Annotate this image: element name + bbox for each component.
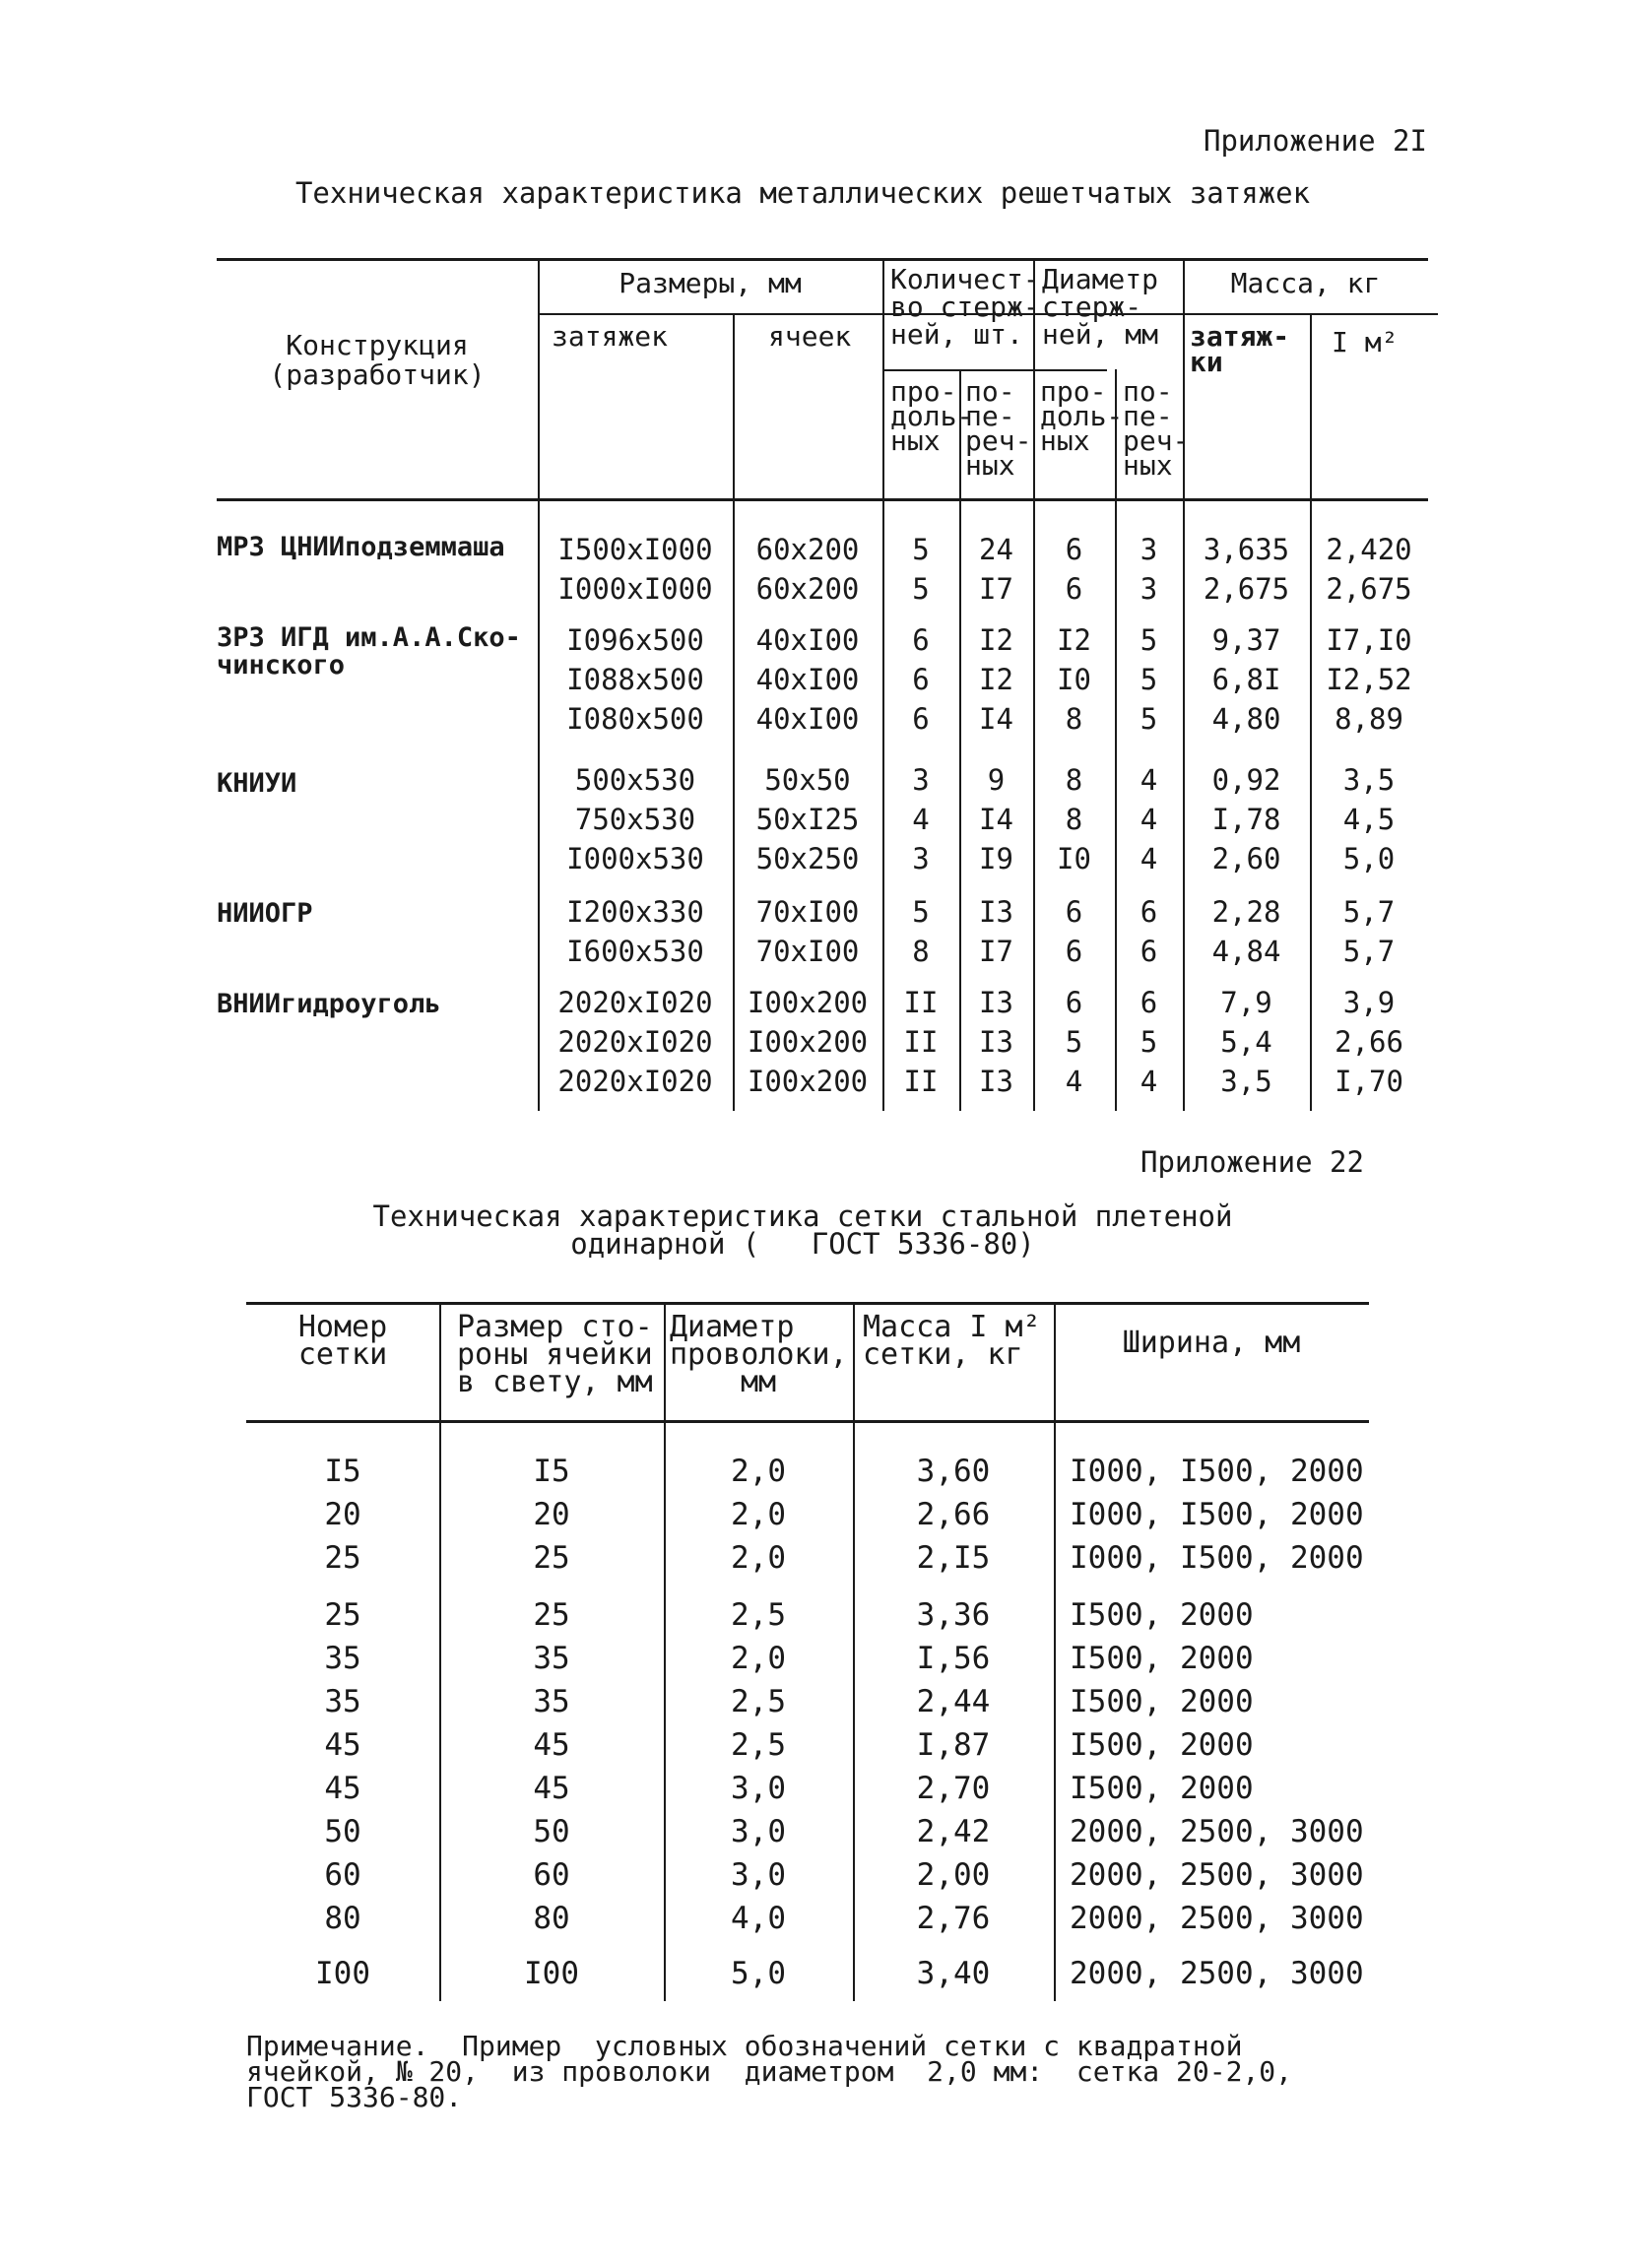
- cell-mass-tie: 7,9: [1220, 986, 1272, 1019]
- cell-wire-diam: 3,0: [731, 1814, 786, 1849]
- appendix-22-title-line-2: одинарной ( ГОСТ 5336-80): [570, 1227, 1035, 1261]
- cell-mass-m2: I7,I0: [1326, 623, 1412, 657]
- cell-mesh-number: 45: [324, 1727, 361, 1763]
- cell-count-long: II: [903, 986, 939, 1019]
- cell-width: I000, I500, 2000: [1070, 1540, 1364, 1576]
- cell-diam-long: 6: [1065, 572, 1083, 606]
- cell-mesh-number: 80: [324, 1901, 361, 1936]
- cell-diam-trans: 3: [1140, 533, 1158, 566]
- cell-count-trans: I3: [979, 986, 1013, 1019]
- header-mass-m2: I м²: [1332, 326, 1399, 358]
- cell-width: I500, 2000: [1070, 1727, 1254, 1763]
- cell-mesh-mass: 3,40: [916, 1956, 991, 1991]
- table-top-rule: [246, 1302, 1369, 1305]
- cell-side-size: 25: [533, 1597, 570, 1633]
- cell-tie-size: I000xI000: [557, 572, 713, 606]
- cell-side-size: I00: [524, 1956, 579, 1991]
- cell-wire-diam: 2,5: [731, 1727, 786, 1763]
- cell-width: I500, 2000: [1070, 1641, 1254, 1676]
- cell-diam-trans: 4: [1140, 763, 1158, 797]
- cell-diam-trans: 5: [1140, 623, 1158, 657]
- cell-side-size: 45: [533, 1771, 570, 1806]
- group-label: МРЗ ЦНИИподземмаша: [217, 532, 505, 562]
- cell-mesh-number: 35: [324, 1684, 361, 1719]
- cell-mesh-number: 50: [324, 1814, 361, 1849]
- header-sizes: Размеры, мм: [619, 267, 802, 299]
- cell-mesh-number: 35: [324, 1641, 361, 1676]
- cell-diam-long: 5: [1065, 1025, 1083, 1059]
- cell-wire-diam: 3,0: [731, 1857, 786, 1893]
- header-diam-transverse-1: по-: [1123, 375, 1173, 408]
- cell-side-size: 35: [533, 1684, 570, 1719]
- cell-count-trans: I7: [979, 935, 1013, 968]
- cell-mesh-mass: I,87: [916, 1727, 991, 1763]
- cell-mass-m2: 4,5: [1342, 803, 1396, 836]
- cell-mass-tie: 4,80: [1211, 702, 1281, 736]
- cell-mesh-mass: 2,76: [916, 1901, 991, 1936]
- header-count-transverse-3: реч-: [965, 424, 1032, 457]
- header-count-transverse-2: пе-: [965, 400, 1015, 432]
- header-mesh-mass-1: Масса I м²: [863, 1310, 1041, 1344]
- group-label: чинского: [217, 650, 346, 680]
- cell-side-size: 60: [533, 1857, 570, 1893]
- cell-count-trans: I3: [979, 1025, 1013, 1059]
- cell-diam-long: I0: [1057, 663, 1091, 696]
- cell-cell-size: 40xI00: [755, 623, 860, 657]
- cell-side-size: 80: [533, 1901, 570, 1936]
- cell-wire-diam: 2,5: [731, 1597, 786, 1633]
- cell-mass-m2: 2,66: [1335, 1025, 1403, 1059]
- cell-diam-long: I2: [1057, 623, 1091, 657]
- table-header-bottom-rule: [217, 498, 1428, 501]
- cell-count-trans: I4: [979, 702, 1013, 736]
- header-count-transverse-1: по-: [965, 375, 1015, 408]
- cell-count-long: 6: [912, 623, 930, 657]
- cell-tie-size: I080x500: [566, 702, 704, 736]
- cell-diam-trans: 5: [1140, 663, 1158, 696]
- cell-count-long: 8: [912, 935, 930, 968]
- cell-mesh-number: 60: [324, 1857, 361, 1893]
- header-side-1: Размер сто-: [457, 1310, 653, 1344]
- cell-cell-size: 40xI00: [755, 663, 860, 696]
- cell-tie-size: I000x530: [566, 842, 704, 875]
- cell-mesh-mass: 2,44: [916, 1684, 991, 1719]
- header-count-longitudinal-2: доль-: [890, 400, 974, 432]
- cell-diam-long: 8: [1065, 763, 1083, 797]
- group-label: НИИОГР: [217, 898, 313, 929]
- cell-mass-m2: 2,420: [1326, 533, 1412, 566]
- cell-width: 2000, 2500, 3000: [1070, 1956, 1364, 1991]
- cell-count-trans: 9: [987, 763, 1006, 797]
- cell-tie-size: 2020xI020: [557, 1025, 713, 1059]
- cell-count-long: II: [903, 1025, 939, 1059]
- cell-mass-m2: 8,89: [1335, 702, 1403, 736]
- cell-side-size: 50: [533, 1814, 570, 1849]
- cell-mesh-number: 25: [324, 1540, 361, 1576]
- cell-diam-trans: 4: [1140, 842, 1158, 875]
- cell-diam-long: 6: [1065, 986, 1083, 1019]
- cell-diam-trans: 4: [1140, 803, 1158, 836]
- header-mass: Масса, кг: [1230, 267, 1381, 299]
- header-diam-longitudinal-1: про-: [1040, 375, 1107, 408]
- cell-tie-size: I500xI000: [557, 533, 713, 566]
- header-rule-rods: [882, 369, 1107, 371]
- cell-count-long: 5: [912, 533, 930, 566]
- cell-tie-size: 2020xI020: [557, 1065, 713, 1098]
- header-rod-diam-3: ней, мм: [1042, 318, 1159, 351]
- cell-diam-trans: 5: [1140, 702, 1158, 736]
- header-construction: Конструкция: [286, 329, 469, 361]
- cell-count-long: 6: [912, 702, 930, 736]
- cell-side-size: 35: [533, 1641, 570, 1676]
- cell-mesh-mass: 2,I5: [916, 1540, 991, 1576]
- cell-diam-long: I0: [1057, 842, 1091, 875]
- cell-mass-tie: 2,28: [1211, 895, 1281, 929]
- cell-mass-m2: 5,0: [1342, 842, 1396, 875]
- cell-count-trans: I2: [979, 663, 1013, 696]
- cell-count-long: 5: [912, 895, 930, 929]
- header-diam-longitudinal-3: ных: [1040, 424, 1090, 457]
- cell-tie-size: I096x500: [566, 623, 704, 657]
- note-line: ячейкой, № 20, из проволоки диаметром 2,0 мм: сетка 20-2,0,: [246, 2055, 1293, 2088]
- cell-cell-size: I00x200: [747, 1065, 869, 1098]
- cell-side-size: 25: [533, 1540, 570, 1576]
- cell-diam-trans: 3: [1140, 572, 1158, 606]
- cell-side-size: 45: [533, 1727, 570, 1763]
- cell-mass-tie: 4,84: [1211, 935, 1281, 968]
- header-rod-count-1: Количест-: [890, 263, 1040, 295]
- header-wire-2: проволоки,: [670, 1337, 848, 1372]
- header-rod-count-3: ней, шт.: [890, 318, 1023, 351]
- cell-wire-diam: 3,0: [731, 1771, 786, 1806]
- cell-count-trans: I3: [979, 895, 1013, 929]
- header-developer: (разработчик): [269, 358, 486, 391]
- tie-characteristics-table: [217, 258, 1428, 1111]
- cell-mesh-mass: 2,42: [916, 1814, 991, 1849]
- cell-diam-long: 4: [1065, 1065, 1083, 1098]
- header-width: Ширина, мм: [1122, 1326, 1301, 1360]
- cell-mass-m2: I,70: [1335, 1065, 1403, 1098]
- cell-tie-size: I200x330: [566, 895, 704, 929]
- cell-count-trans: I2: [979, 623, 1013, 657]
- cell-mass-m2: 5,7: [1342, 895, 1396, 929]
- cell-count-long: 5: [912, 572, 930, 606]
- header-side-2: роны ячейки: [457, 1337, 653, 1372]
- cell-mass-tie: I,78: [1211, 803, 1281, 836]
- cell-mesh-mass: 3,36: [916, 1597, 991, 1633]
- header-diam-transverse-4: ных: [1123, 449, 1173, 482]
- cell-cell-size: 60x200: [755, 533, 860, 566]
- cell-mass-tie: 2,675: [1203, 572, 1290, 606]
- cell-diam-long: 6: [1065, 895, 1083, 929]
- cell-cell-size: I00x200: [747, 986, 869, 1019]
- group-label: ЗРЗ ИГД им.А.А.Ско-: [217, 622, 521, 653]
- cell-count-long: 6: [912, 663, 930, 696]
- cell-tie-size: 500x530: [574, 763, 696, 797]
- cell-count-trans: 24: [979, 533, 1013, 566]
- cell-wire-diam: 2,0: [731, 1497, 786, 1532]
- cell-mass-m2: 5,7: [1342, 935, 1396, 968]
- cell-diam-long: 6: [1065, 935, 1083, 968]
- cell-cell-size: I00x200: [747, 1025, 869, 1059]
- header-diam-transverse-2: пе-: [1123, 400, 1173, 432]
- header-rod-diam-1: Диаметр: [1042, 263, 1159, 295]
- cell-count-trans: I4: [979, 803, 1013, 836]
- cell-diam-trans: 6: [1140, 986, 1158, 1019]
- cell-mass-tie: 5,4: [1220, 1025, 1272, 1059]
- cell-diam-trans: 5: [1140, 1025, 1158, 1059]
- cell-mesh-number: 45: [324, 1771, 361, 1806]
- header-wire-3: мм: [740, 1365, 777, 1399]
- cell-mass-m2: I2,52: [1326, 663, 1412, 696]
- cell-cell-size: 70xI00: [755, 935, 860, 968]
- cell-count-trans: I9: [979, 842, 1013, 875]
- mesh-characteristics-table: [246, 1302, 1369, 2001]
- table-top-rule: [217, 258, 1428, 261]
- cell-cell-size: 70xI00: [755, 895, 860, 929]
- cell-diam-long: 8: [1065, 803, 1083, 836]
- cell-mesh-number: 25: [324, 1597, 361, 1633]
- cell-mesh-mass: 3,60: [916, 1454, 991, 1489]
- cell-wire-diam: 4,0: [731, 1901, 786, 1936]
- cell-width: I000, I500, 2000: [1070, 1454, 1364, 1489]
- header-side-3: в свету, мм: [457, 1365, 653, 1399]
- cell-mesh-number: I5: [324, 1454, 361, 1489]
- header-mass-tie-1: затяж-: [1190, 320, 1290, 353]
- cell-wire-diam: 5,0: [731, 1956, 786, 1991]
- cell-mass-tie: 2,60: [1211, 842, 1281, 875]
- cell-mesh-mass: I,56: [916, 1641, 991, 1676]
- cell-diam-long: 8: [1065, 702, 1083, 736]
- appendix-21-title: Техническая характеристика металлических решетчатых затяжек: [294, 176, 1311, 210]
- header-diam-longitudinal-2: доль-: [1040, 400, 1124, 432]
- cell-side-size: 20: [533, 1497, 570, 1532]
- cell-mass-m2: 3,9: [1342, 986, 1396, 1019]
- cell-mass-tie: 0,92: [1211, 763, 1281, 797]
- header-rod-count-2: во стерж-: [890, 291, 1040, 323]
- header-count-transverse-4: ных: [965, 449, 1015, 482]
- cell-tie-size: 2020xI020: [557, 986, 713, 1019]
- cell-mesh-mass: 2,00: [916, 1857, 991, 1893]
- cell-width: I500, 2000: [1070, 1597, 1254, 1633]
- header-rod-diam-2: стерж-: [1042, 291, 1142, 323]
- cell-side-size: I5: [533, 1454, 570, 1489]
- header-count-longitudinal-1: про-: [890, 375, 957, 408]
- group-label: КНИУИ: [217, 768, 297, 799]
- cell-wire-diam: 2,0: [731, 1641, 786, 1676]
- header-mesh-number-2: сетки: [297, 1337, 388, 1372]
- cell-wire-diam: 2,0: [731, 1540, 786, 1576]
- appendix-22-label: Приложение 22: [1140, 1145, 1364, 1179]
- cell-cell-size: 60x200: [755, 572, 860, 606]
- cell-mass-m2: 2,675: [1326, 572, 1412, 606]
- cell-tie-size: 750x530: [574, 803, 696, 836]
- header-diam-transverse-3: реч-: [1123, 424, 1190, 457]
- cell-count-long: 4: [912, 803, 930, 836]
- cell-cell-size: 50xI25: [755, 803, 860, 836]
- cell-count-trans: I3: [979, 1065, 1013, 1098]
- cell-tie-size: I600x530: [566, 935, 704, 968]
- cell-width: 2000, 2500, 3000: [1070, 1814, 1364, 1849]
- header-sizes-cells: ячеек: [768, 320, 852, 353]
- header-count-longitudinal-3: ных: [890, 424, 941, 457]
- cell-width: I000, I500, 2000: [1070, 1497, 1364, 1532]
- appendix-21-label: Приложение 2I: [1204, 124, 1427, 158]
- cell-cell-size: 40xI00: [755, 702, 860, 736]
- cell-count-long: II: [903, 1065, 939, 1098]
- cell-wire-diam: 2,0: [731, 1454, 786, 1489]
- cell-mass-tie: 6,8I: [1211, 663, 1281, 696]
- header-sizes-ties: затяжек: [552, 320, 669, 353]
- note-line: ГОСТ 5336-80.: [246, 2081, 463, 2113]
- cell-width: I500, 2000: [1070, 1684, 1254, 1719]
- cell-diam-long: 6: [1065, 533, 1083, 566]
- cell-width: 2000, 2500, 3000: [1070, 1857, 1364, 1893]
- note-line: Примечание. Пример условных обозначений сетки с квадратной: [246, 2030, 1243, 2062]
- cell-width: 2000, 2500, 3000: [1070, 1901, 1364, 1936]
- table-note: [246, 2030, 1359, 2113]
- table-header-bottom-rule: [246, 1420, 1369, 1423]
- cell-mesh-mass: 2,70: [916, 1771, 991, 1806]
- cell-wire-diam: 2,5: [731, 1684, 786, 1719]
- col-divider-mass: [1054, 1302, 1056, 2001]
- cell-cell-size: 50x250: [755, 842, 860, 875]
- cell-count-long: 3: [912, 842, 930, 875]
- cell-diam-trans: 6: [1140, 895, 1158, 929]
- cell-diam-trans: 4: [1140, 1065, 1158, 1098]
- cell-tie-size: I088x500: [566, 663, 704, 696]
- header-mesh-mass-2: сетки, кг: [863, 1337, 1023, 1372]
- cell-mass-m2: 3,5: [1342, 763, 1396, 797]
- header-mass-tie-2: ки: [1190, 346, 1223, 378]
- group-label: ВНИИгидроуголь: [217, 989, 441, 1019]
- appendix-22-title-line-1: Техническая характеристика сетки стальной плетеной: [372, 1199, 1233, 1233]
- header-mesh-number-1: Номер: [297, 1310, 388, 1344]
- cell-count-trans: I7: [979, 572, 1013, 606]
- cell-mesh-number: 20: [324, 1497, 361, 1532]
- cell-mass-tie: 3,635: [1203, 533, 1290, 566]
- cell-cell-size: 50x50: [764, 763, 851, 797]
- cell-mass-tie: 9,37: [1211, 623, 1281, 657]
- cell-width: I500, 2000: [1070, 1771, 1254, 1806]
- cell-count-long: 3: [912, 763, 930, 797]
- cell-mesh-mass: 2,66: [916, 1497, 991, 1532]
- header-wire-1: Диаметр: [670, 1310, 795, 1344]
- cell-mesh-number: I00: [315, 1956, 370, 1991]
- cell-diam-trans: 6: [1140, 935, 1158, 968]
- cell-mass-tie: 3,5: [1220, 1065, 1272, 1098]
